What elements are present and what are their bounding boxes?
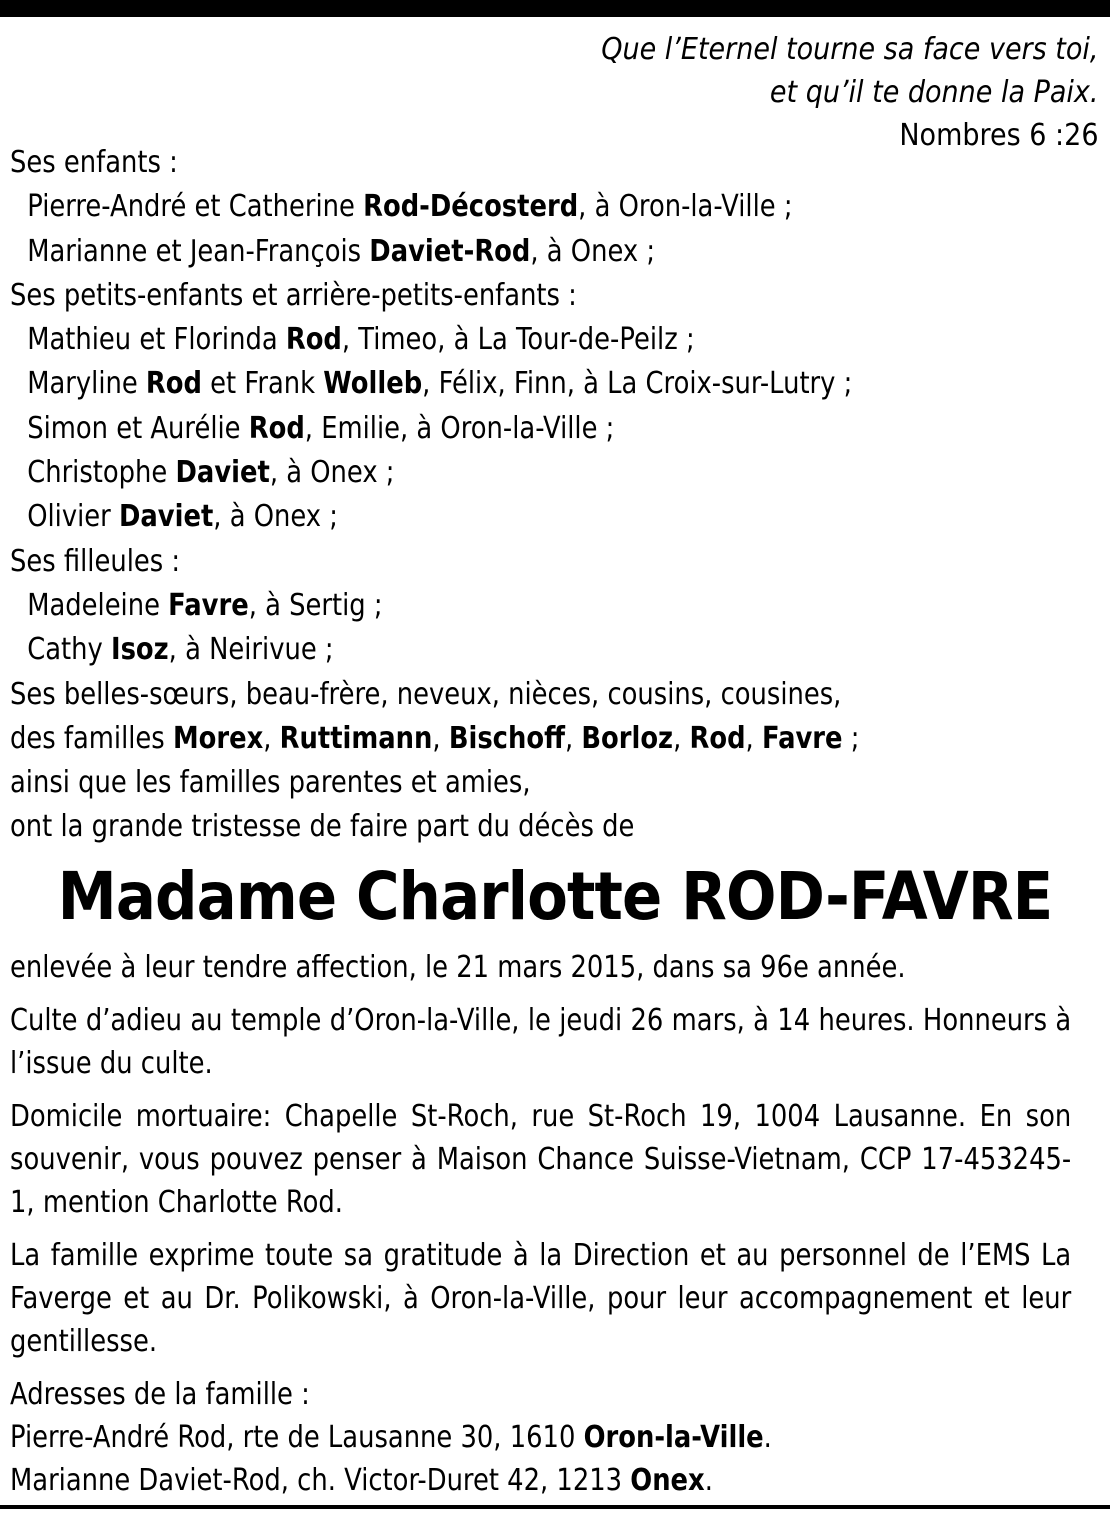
- in-laws-line: Ses belles-sœurs, beau-frère, neveux, nièces, cousins, cousines,: [10, 676, 842, 712]
- passed-away-line: enlevée à leur tendre affection, le 21 mars 2015, dans sa 96e année.: [10, 950, 906, 985]
- family-addresses: [10, 1373, 1071, 1502]
- grandchildren-heading: Ses petits-enfants et arrière-petits-enfants :: [10, 277, 577, 313]
- grandchild-entry: Christophe Daviet, à Onex ;: [27, 455, 395, 491]
- goddaughter-entry: Madeleine Favre, à Sertig ;: [27, 587, 383, 623]
- grandchild-entry: Olivier Daviet, à Onex ;: [27, 499, 338, 535]
- addresses-heading: Adresses de la famille :: [10, 1377, 310, 1412]
- quote-line-2: et qu’il te donne la Paix.: [769, 75, 1098, 110]
- bible-quote: [601, 28, 1098, 157]
- address-entry: Pierre-André Rod, rte de Lausanne 30, 1610 Oron-la-Ville.: [10, 1420, 772, 1455]
- deceased-name: Madame Charlotte ROD-FAVRE: [57, 858, 1053, 935]
- child-entry: Pierre-André et Catherine Rod-Décosterd, à Oron-la-Ville ;: [27, 189, 793, 225]
- families-line: des familles Morex, Ruttimann, Bischoff, Borloz, Rod, Favre ;: [10, 720, 860, 756]
- quote-line-1: Que l’Eternel tourne sa face vers toi,: [600, 32, 1098, 67]
- family-list: [10, 141, 859, 850]
- grandchild-entry: Maryline Rod et Frank Wolleb, Félix, Finn, à La Croix-sur-Lutry ;: [27, 366, 853, 402]
- domicile-paragraph: Domicile mortuaire: Chapelle St-Roch, rue St-Roch 19, 1004 Lausanne. En son souvenir, vous pouvez penser à Maison Chance Suisse-Vietnam, CCP 17-453245-1, mention Charlotte Rod.: [10, 1099, 1072, 1220]
- children-heading: Ses enfants :: [10, 145, 178, 180]
- notice-body: [10, 946, 1071, 1502]
- service-paragraph: Culte d’adieu au temple d’Oron-la-Ville, le jeudi 26 mars, à 14 heures. Honneurs à l’issue du culte.: [10, 1003, 1072, 1081]
- grandchild-entry: Mathieu et Florinda Rod, Timeo, à La Tour-de-Peilz ;: [27, 322, 695, 358]
- grandchild-entry: Simon et Aurélie Rod, Emilie, à Oron-la-Ville ;: [27, 410, 615, 446]
- goddaughters-heading: Ses filleules :: [10, 543, 181, 579]
- quote-reference: Nombres 6 :26: [898, 118, 1098, 153]
- child-entry: Marianne et Jean-François Daviet-Rod, à Onex ;: [27, 233, 656, 269]
- bottom-border: [0, 1505, 1110, 1509]
- address-entry: Marianne Daviet-Rod, ch. Victor-Duret 42, 1213 Onex.: [10, 1463, 713, 1498]
- announcement-line: ont la grande tristesse de faire part du décès de: [10, 809, 635, 845]
- goddaughter-entry: Cathy Isoz, à Neirivue ;: [27, 632, 334, 668]
- thanks-paragraph: La famille exprime toute sa gratitude à la Direction et au personnel de l’EMS La Faverge et au Dr. Polikowski, à Oron-la-Ville, pour leur accompagnement et leur gentillesse.: [10, 1238, 1072, 1359]
- relatives-line: ainsi que les familles parentes et amies,: [10, 765, 531, 801]
- top-border: [0, 0, 1110, 17]
